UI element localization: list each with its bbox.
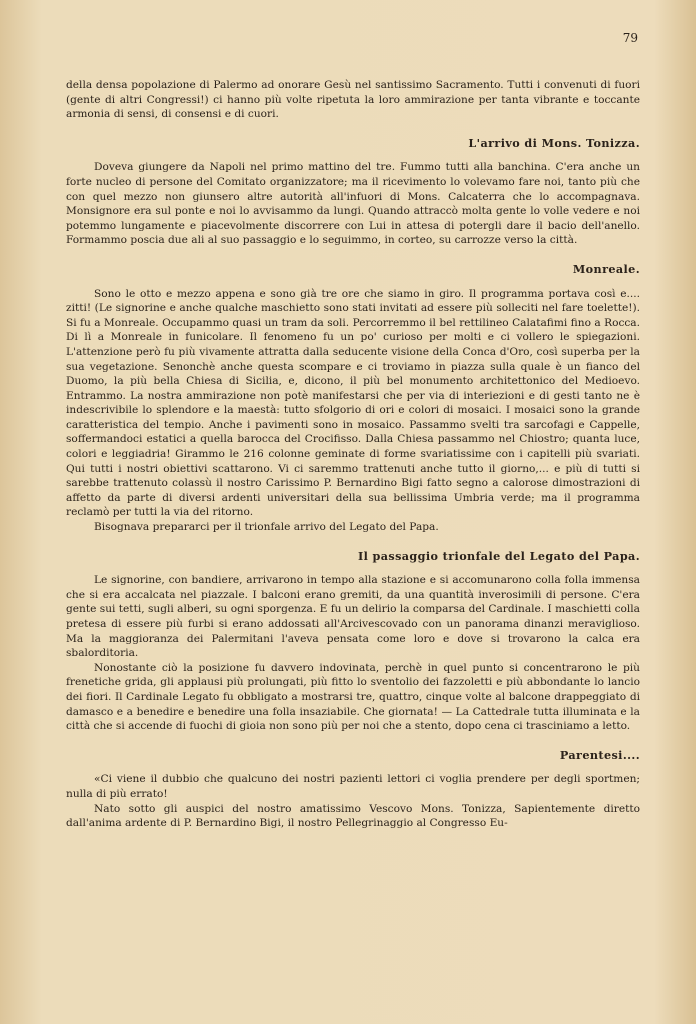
section-heading-monreale: Monreale. [572,261,640,276]
page-number: 79 [622,31,638,45]
paragraph-arrivo: Doveva giungere da Napoli nel primo mattino del tre. Fummo tutti alla banchina. C'era anche un forte nucleo di persone del Comitato organizzatore; ma il ricevimento lo volevamo fare noi, tanto più che con quel mezzo non giunsero altre autorità all'infuori di Mons. Calcaterra che lo accompagnava. Monsignore era sul ponte e noi lo avvisammo da lungi. Quando attraccò molta gente lo volle vedere e noi potemmo lungamente e piacevolmente discorrere con Lui in attesa di potergli dare il bacio dell'anello. Formammo poscia due ali al suo passaggio e lo seguimmo, in corteo, su carrozze verso la città. [66,161,640,247]
paragraph-monreale: Sono le otto e mezzo appena e sono già tre ore che siamo in giro. Il programma portava così e.... zitti! (Le signorine e anche qualche maschietto sono stati invitati ad essere più solleciti nel fare toelette!). Si fu a Monreale. Occupammo quasi un tram da soli. Percorremmo il bel rettilineo Calatafimi fino a Rocca. Di lì a Monreale in funicolare. Il fenomeno fu un po' curioso per molti e ci vollero le spiegazioni. L'attenzione però fu più vivamente attratta dalla seducente visione della Conca d'Oro, così superba per la sua vegetazione. Senonchè anche questa scompare e ci troviamo in piazza sulla quale è un fianco del Duomo, la più bella Chiesa di Sicilia, e, dicono, il più bel monumento architettonico del Medioevo. Entrammo. La nostra ammirazione non potè manifestarsi che per via di interiezioni e di gesti tanto ne è indescrivibile lo splendore e la maestà: tutto sfolgorio di ori e colori di mosaici. I mosaici sono la grande caratteristica del tempio. Anche i pavimenti sono in mosaico. Passammo svelti tra sarcofagi e Cappelle, soffermandoci estatici a quella barocca del Crocifisso. Dalla Chiesa passammo nel Chiostro; quanta luce, colori e leggiadria! Girammo le 216 colonne geminate di forme svariatissime con i capitelli più svariati. Qui tutti i nostri obiettivi scattarono. Vi ci saremmo trattenuti anche tutto il giorno,... e più di tutti si sarebbe trattenuto colassù il nostro Carissimo P. Bernardino Bigi fatto segno a calorose dimostrazioni di affetto da parte di diversi ardenti universitari della sua bellissima Umbria verde; ma il programma reclamò per tutti la via del ritorno. [66,287,640,519]
paragraph-dubbio: «Ci viene il dubbio che qualcuno dei nostri pazienti lettori ci voglia prendere per degli sportmen; nulla di più errato! [66,773,640,800]
section-heading-passaggio: Il passaggio trionfale del Legato del Papa. [357,548,640,563]
paragraph-nonostante: Nonostante ciò la posizione fu davvero indovinata, perchè in quel punto si concentrarono le più frenetiche grida, gli applausi più prolungati, più fitto lo sventolio dei fazzoletti e più abbondante lo lancio dei fiori. Il Cardinale Legato fu obbligato a mostrarsi tre, quattro, cinque volte al balcone drappeggiato di damasco e a benedire e benedire una folla insaziabile. Che giornata! — La Cattedrale tutta illuminata e la città che si accende di fuochi di gioia non sono più per noi che a stento, dopo cena ci trasciniamo a letto. [66,661,640,733]
paragraph-signorine: Le signorine, con bandiere, arrivarono in tempo alla stazione e si accomunarono colla folla immensa che si era accalcata nel piazzale. I balconi erano gremiti, da una quantità inverosimili di persone. C'era gente sui tetti, sugli alberi, su ogni sporgenza. E fu un delirio la comparsa del Cardinale. I maschietti colla pretesa di essere più furbi si erano addossati all'Arcivescovado con un panorama dinanzi meraviglioso. Ma la maggioranza dei Palermitani l'aveva pensata come loro e dove si trovarono la calca era sbalorditoria. [66,574,640,660]
paragraph-intro: della densa popolazione di Palermo ad onorare Gesù nel santissimo Sacramento. Tutti i convenuti di fuori (gente di altri Congressi!) ci hanno più volte ripetuta la loro ammirazione per tanta vibrante e toccante armonia di sensi, di consensi e di cuori. [66,79,640,121]
paragraph-bisognava: Bisognava prepararci per il trionfale arrivo del Legato del Papa. [94,521,439,534]
section-heading-parentesi: Parentesi.... [559,747,640,762]
document-body [66,78,640,831]
paragraph-nato: Nato sotto gli auspici del nostro amatissimo Vescovo Mons. Tonizza, Sapientemente diretto dall'anima ardente di P. Bernardino Bigi, il nostro Pellegrinaggio al Congresso Eu- [66,802,640,830]
section-heading-arrivo: L'arrivo di Mons. Tonizza. [468,135,640,150]
